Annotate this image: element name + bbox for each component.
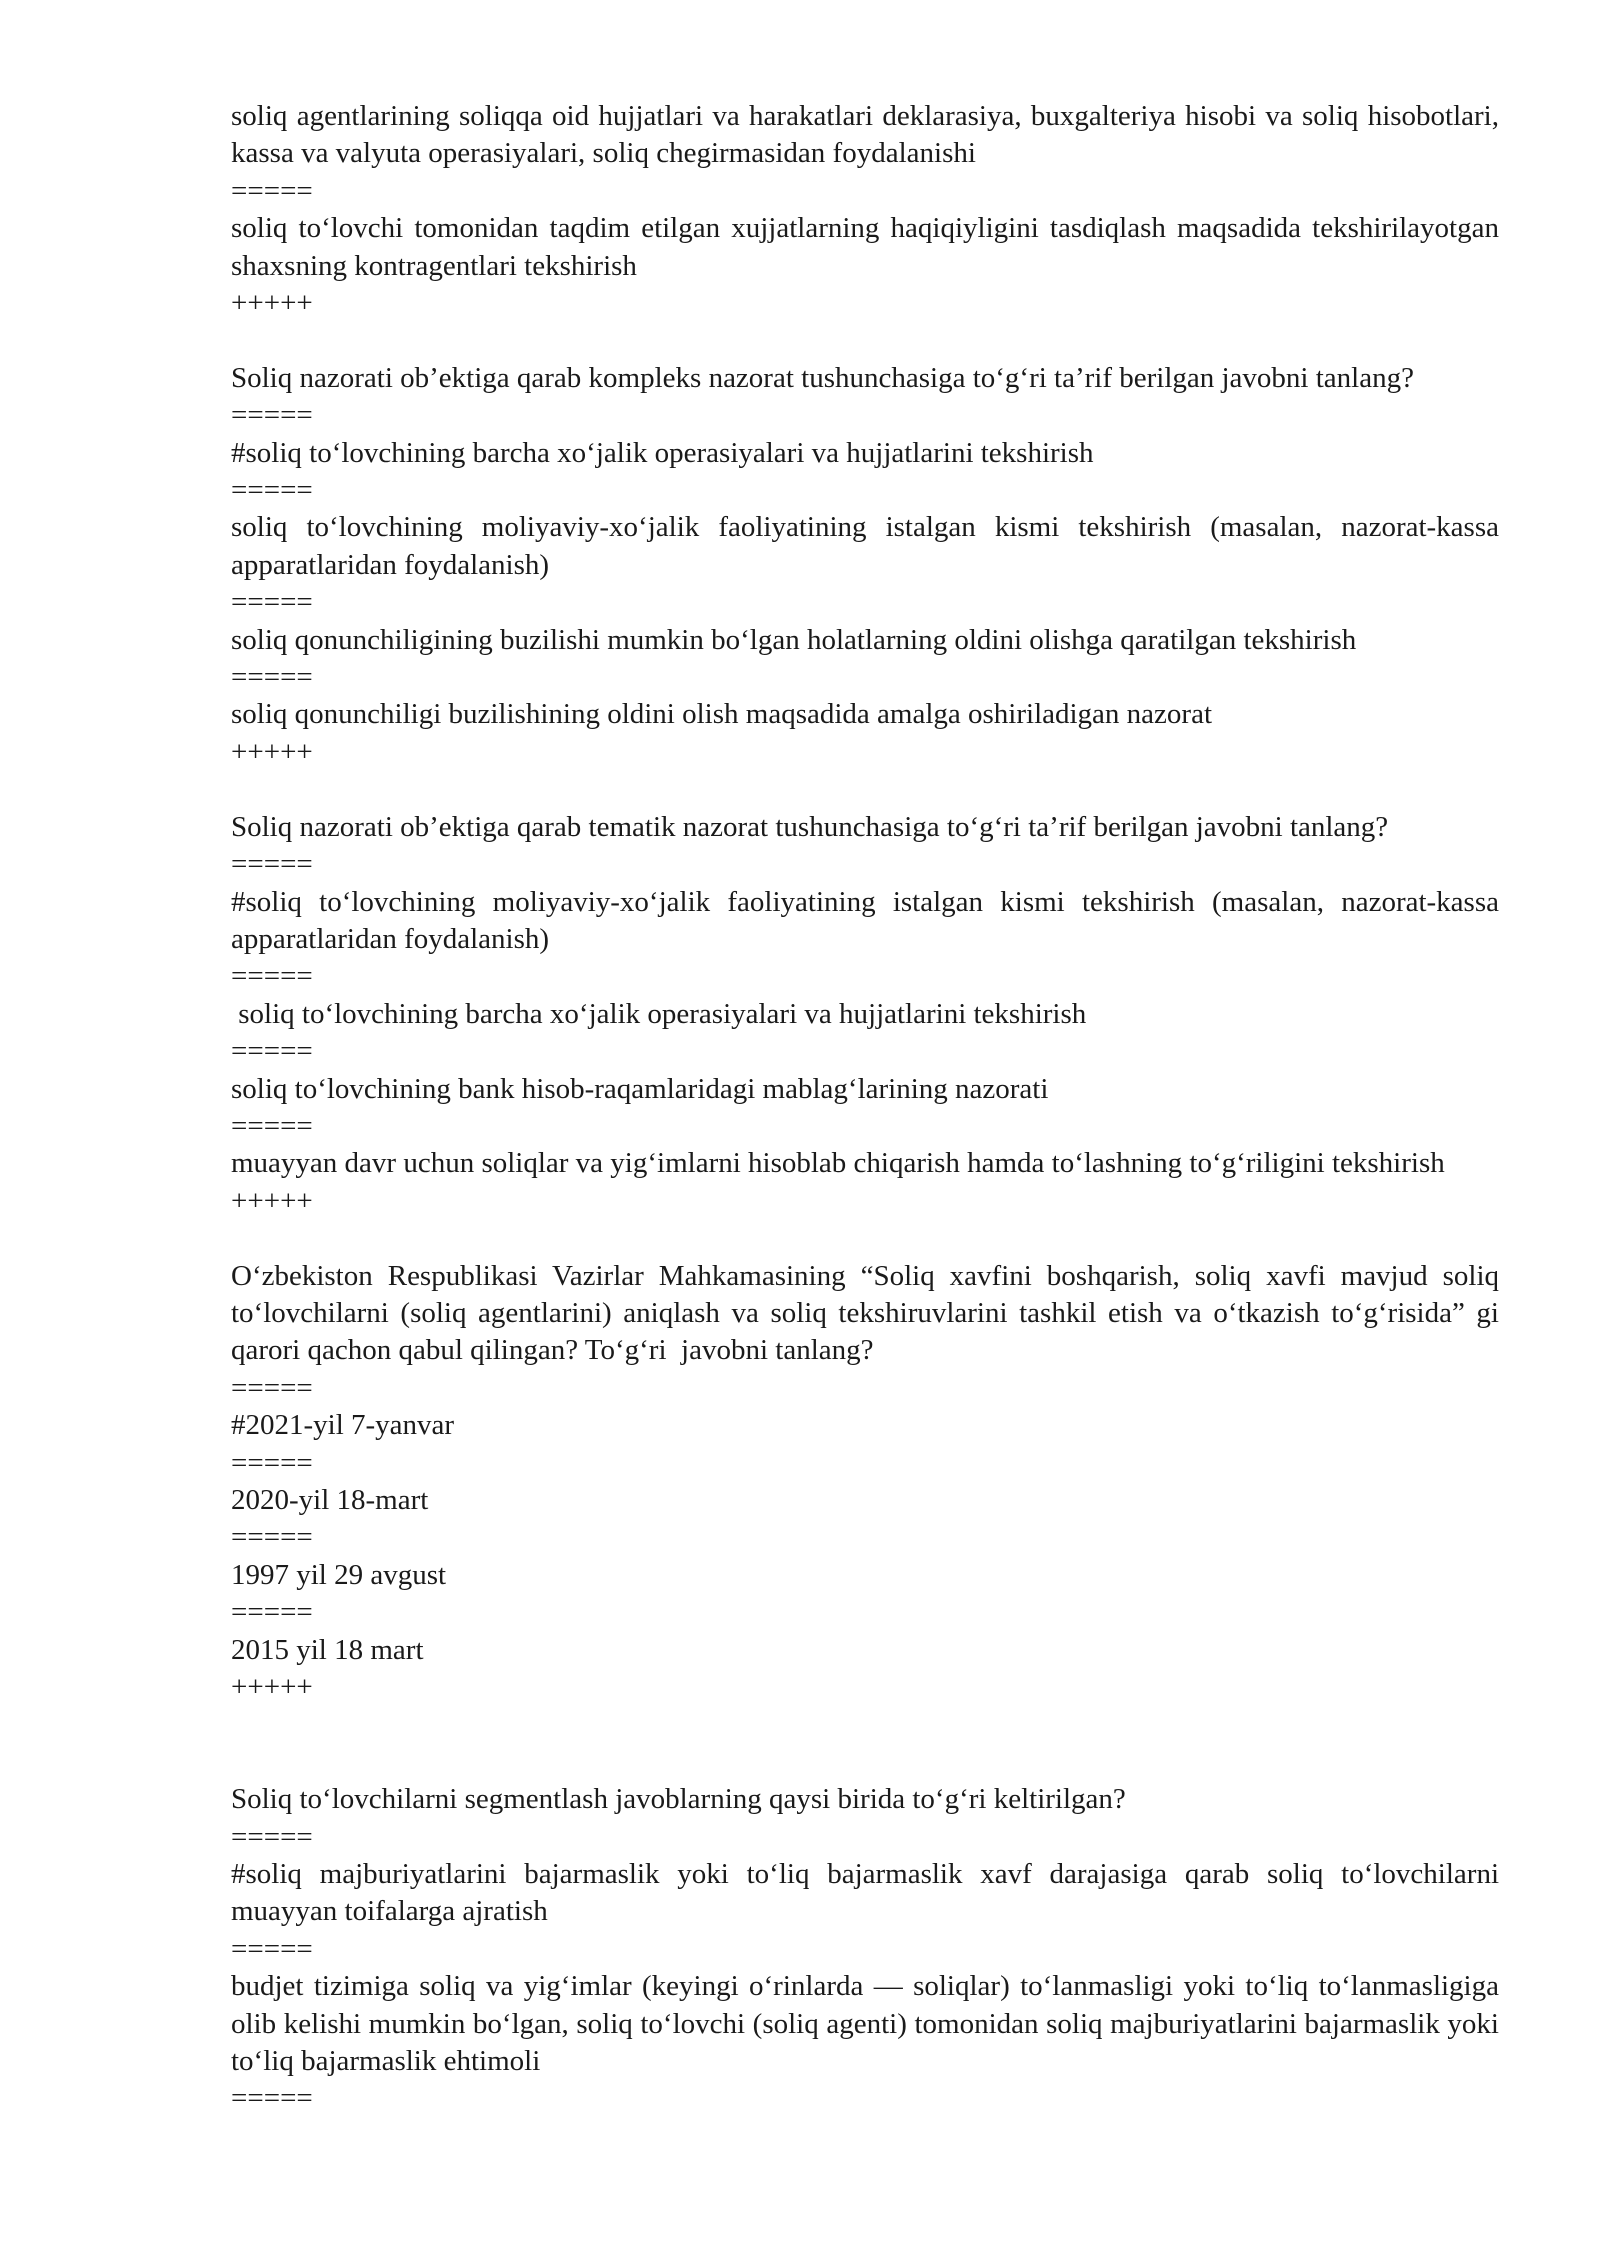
answer-separator: ===== xyxy=(231,1109,313,1142)
answer-option: soliq to‘lovchining moliyaviy-xo‘jalik faoliyatining istalgan kismi tekshirish (masalan, nazorat-kassa apparatlaridan foydalanish) xyxy=(231,511,1499,581)
answer-option: soliq to‘lovchining bank hisob-raqamlaridagi mablag‘larining nazorati xyxy=(231,1072,1049,1105)
answer-separator: ===== xyxy=(231,2082,313,2115)
correct-answer-option: #soliq majburiyatlarini bajarmaslik yoki to‘liq bajarmaslik xavf darajasiga qarab soliq to‘lovchilarni muayyan toifalarga ajratish xyxy=(231,1858,1499,1928)
question-end-marker: +++++ xyxy=(231,735,313,768)
answer-option: soliq qonunchiligining buzilishi mumkin bo‘lgan holatlarning oldini olishga qaratilgan tekshirish xyxy=(231,623,1357,656)
answer-option: 1997 yil 29 avgust xyxy=(231,1558,447,1591)
question-text: O‘zbekiston Respublikasi Vazirlar Mahkamasining “Soliq xavfini boshqarish, soliq xavfi mavjud soliq to‘lovchilarni (soliq agentlarini) aniqlash va soliq tekshiruvlarini tashkil etish va o‘tkazish to‘g‘risida” gi qarori qachon qabul qilingan? To‘g‘ri javobni tanlang? xyxy=(231,1259,1507,1367)
answer-separator: ===== xyxy=(231,174,313,207)
question-end-marker: +++++ xyxy=(231,1671,313,1704)
answer-separator: ===== xyxy=(231,1446,313,1479)
answer-separator: ===== xyxy=(231,1521,313,1554)
answer-option: 2020-yil 18-mart xyxy=(231,1483,429,1516)
answer-separator: ===== xyxy=(231,1035,313,1068)
answer-option: soliq to‘lovchining barcha xo‘jalik operasiyalari va hujjatlarini tekshirish xyxy=(231,997,1087,1030)
answer-separator: ===== xyxy=(231,399,313,432)
answer-separator: ===== xyxy=(231,1596,313,1629)
question-text: Soliq nazorati ob’ektiga qarab tematik nazorat tushunchasiga to‘g‘ri ta’rif berilgan javobni tanlang? xyxy=(231,810,1389,843)
correct-answer-option: #soliq to‘lovchining barcha xo‘jalik operasiyalari va hujjatlarini tekshirish xyxy=(231,436,1094,469)
answer-option: soliq agentlarining soliqqa oid hujjatlari va harakatlari deklarasiya, buxgalteriya hisobi va soliq hisobotlari, kassa va valyuta operasiyalari, soliq chegirmasidan foydalanishi xyxy=(231,100,1499,170)
answer-option: muayyan davr uchun soliqlar va yig‘imlarni hisoblab chiqarish hamda to‘lashning to‘g‘riligini tekshirish xyxy=(231,1147,1445,1180)
question-end-marker: +++++ xyxy=(231,287,313,320)
question-text: Soliq to‘lovchilarni segmentlash javoblarning qaysi birida to‘g‘ri keltirilgan? xyxy=(231,1783,1126,1816)
answer-option: soliq to‘lovchi tomonidan taqdim etilgan xujjatlarning haqiqiyligini tasdiqlash maqsadida tekshirilayotgan shaxsning kontragentlari tekshirish xyxy=(231,212,1499,282)
document-body xyxy=(231,98,1507,2118)
answer-separator: ===== xyxy=(231,1820,313,1853)
answer-separator: ===== xyxy=(231,1932,313,1965)
answer-option: 2015 yil 18 mart xyxy=(231,1633,424,1666)
question-text: Soliq nazorati ob’ektiga qarab kompleks nazorat tushunchasiga to‘g‘ri ta’rif berilgan javobni tanlang? xyxy=(231,361,1414,394)
answer-separator: ===== xyxy=(231,960,313,993)
correct-answer-option: #2021-yil 7-yanvar xyxy=(231,1409,455,1442)
answer-separator: ===== xyxy=(231,661,313,694)
answer-separator: ===== xyxy=(231,586,313,619)
answer-separator: ===== xyxy=(231,1371,313,1404)
answer-separator: ===== xyxy=(231,848,313,881)
correct-answer-option: #soliq to‘lovchining moliyaviy-xo‘jalik faoliyatining istalgan kismi tekshirish (masalan, nazorat-kassa apparatlaridan foydalanish) xyxy=(231,885,1499,955)
answer-option: soliq qonunchiligi buzilishining oldini olish maqsadida amalga oshiriladigan nazorat xyxy=(231,698,1213,731)
answer-option: budjet tizimiga soliq va yig‘imlar (keyingi o‘rinlarda — soliqlar) to‘lanmasligi yoki to‘liq to‘lanmasligiga olib kelishi mumkin bo‘lgan, soliq to‘lovchi (soliq agenti) tomonidan soliq majburiyatlarini bajarmaslik yoki to‘liq bajarmaslik ehtimoli xyxy=(231,1970,1499,2078)
answer-separator: ===== xyxy=(231,474,313,507)
question-end-marker: +++++ xyxy=(231,1184,313,1217)
